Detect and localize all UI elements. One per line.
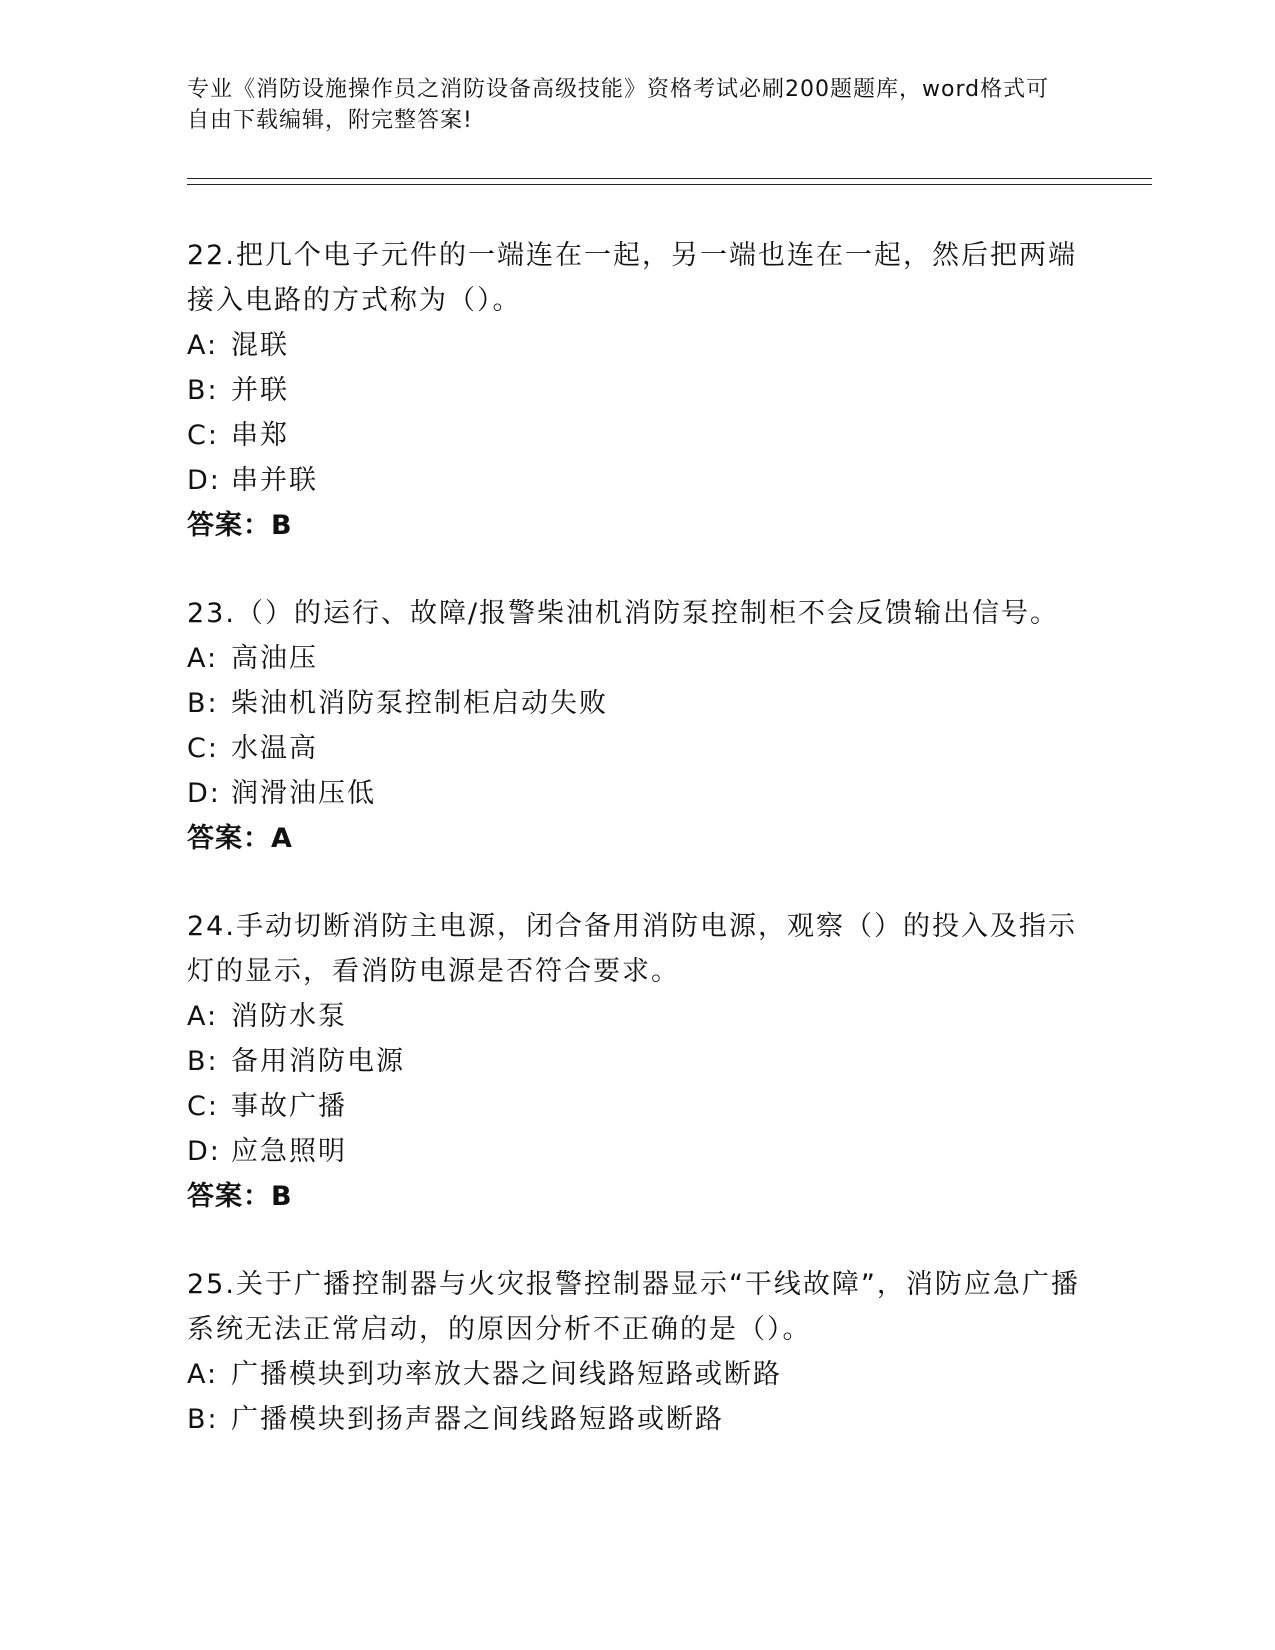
option-a — [187, 636, 1087, 681]
option-key: A: — [187, 1001, 219, 1032]
option-key: D: — [187, 1136, 221, 1167]
option-text: 串郑 — [231, 420, 289, 451]
option-text: 柴油机消防泵控制柜启动失败 — [231, 688, 608, 719]
option-d — [187, 458, 1087, 503]
option-text: 广播模块到功率放大器之间线路短路或断路 — [231, 1359, 782, 1390]
option-c — [187, 413, 1087, 458]
option-key: A: — [187, 1359, 219, 1390]
question-list — [187, 233, 1087, 1484]
question-text: 23.（）的运行、故障/报警柴油机消防泵控制柜不会反馈输出信号。 — [187, 598, 1060, 629]
option-key: B: — [187, 1404, 219, 1435]
option-d — [187, 1129, 1087, 1174]
option-text: 并联 — [231, 375, 289, 406]
option-key: B: — [187, 375, 219, 406]
option-text: 消防水泵 — [231, 1001, 347, 1032]
header-rule-bottom — [187, 184, 1152, 185]
option-key: C: — [187, 420, 219, 451]
option-key: B: — [187, 688, 219, 719]
option-key: B: — [187, 1046, 219, 1077]
option-b — [187, 1397, 1087, 1442]
option-key: C: — [187, 733, 219, 764]
option-text: 润滑油压低 — [231, 778, 376, 809]
option-text: 高油压 — [231, 643, 318, 674]
option-key: D: — [187, 465, 221, 496]
option-d — [187, 771, 1087, 816]
question-22 — [187, 233, 1087, 549]
answer: 答案：A — [187, 823, 293, 854]
option-key: A: — [187, 643, 219, 674]
option-a — [187, 994, 1087, 1039]
option-a — [187, 1352, 1087, 1397]
question-text: 22.把几个电子元件的一端连在一起，另一端也连在一起，然后把两端接入电路的方式称为（）。 — [187, 240, 1077, 316]
header-rule-top — [187, 178, 1152, 179]
option-text: 混联 — [231, 330, 289, 361]
question-24 — [187, 904, 1087, 1220]
answer: 答案：B — [187, 1181, 293, 1212]
answer: 答案：B — [187, 510, 293, 541]
question-25 — [187, 1262, 1087, 1442]
option-text: 串并联 — [231, 465, 318, 496]
option-text: 水温高 — [231, 733, 318, 764]
option-b — [187, 368, 1087, 413]
question-text: 24.手动切断消防主电源，闭合备用消防电源，观察（）的投入及指示灯的显示，看消防电源是否符合要求。 — [187, 911, 1077, 987]
option-c — [187, 726, 1087, 771]
option-text: 广播模块到扬声器之间线路短路或断路 — [231, 1404, 724, 1435]
option-b — [187, 1039, 1087, 1084]
option-a — [187, 323, 1087, 368]
document-header: 专业《消防设施操作员之消防设备高级技能》资格考试必刷200题题库，word格式可自由下载编辑，附完整答案! — [187, 77, 1050, 133]
option-text: 备用消防电源 — [231, 1046, 405, 1077]
option-c — [187, 1084, 1087, 1129]
question-23 — [187, 591, 1087, 862]
option-b — [187, 681, 1087, 726]
option-key: A: — [187, 330, 219, 361]
option-key: D: — [187, 778, 221, 809]
option-text: 应急照明 — [231, 1136, 347, 1167]
question-text: 25.关于广播控制器与火灾报警控制器显示“干线故障”，消防应急广播系统无法正常启动，的原因分析不正确的是（）。 — [187, 1269, 1080, 1345]
option-text: 事故广播 — [231, 1091, 347, 1122]
option-key: C: — [187, 1091, 219, 1122]
